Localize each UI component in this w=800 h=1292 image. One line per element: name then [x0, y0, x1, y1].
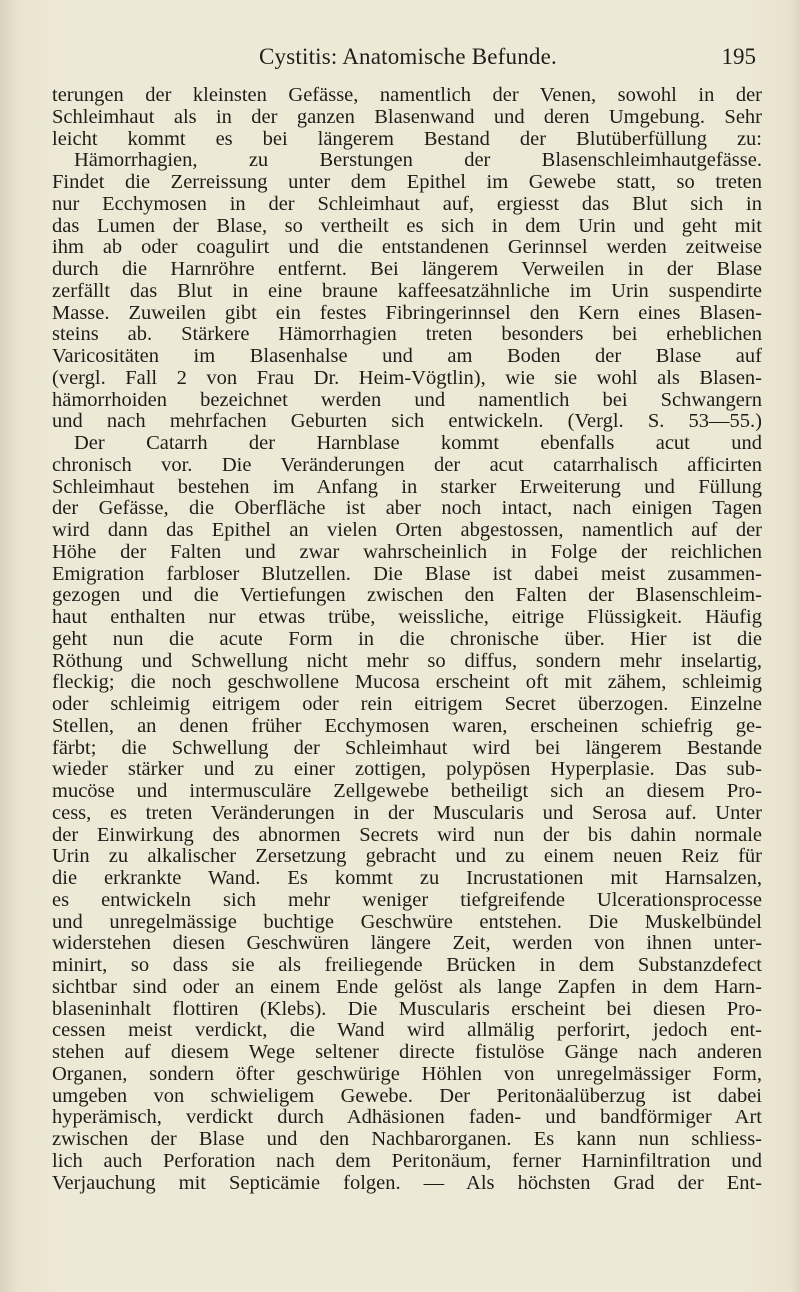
text-line: sichtbar sind oder an einem Ende gelöst als lange Zapfen in dem Harn- — [52, 976, 762, 998]
text-line: cess, es treten Veränderungen in der Muscularis und Serosa auf. Unter — [52, 802, 762, 824]
text-line: stehen auf diesem Wege seltener directe fistulöse Gänge nach anderen — [52, 1042, 762, 1063]
body-text — [52, 85, 762, 1194]
text-line: minirt, so dass sie als freiliegende Brücken in dem Substanzdefect — [52, 955, 762, 976]
text-line: Der Catarrh der Harnblase kommt ebenfalls acut und — [74, 433, 762, 454]
text-line: Urin zu alkalischer Zersetzung gebracht und zu einem neuen Reiz für — [52, 846, 762, 868]
text-line: der Einwirkung des abnormen Secrets wird nun der bis dahin normale — [52, 824, 762, 846]
text-line: blaseninhalt flottiren (Klebs). Die Muscularis erscheint bei diesen Pro- — [52, 998, 762, 1020]
text-line: hämorrhoiden bezeichnet werden und namentlich bei Schwangern — [52, 389, 762, 411]
page-number: 195 — [721, 44, 756, 69]
text-line: Hämorrhagien, zu Berstungen der Blasenschleimhautgefässe. — [74, 150, 762, 172]
page-header — [60, 44, 756, 74]
text-line: Röthung und Schwellung nicht mehr so diffus, sondern mehr inselartig, — [52, 650, 762, 672]
text-line: widerstehen diesen Geschwüren längere Zeit, werden von ihnen unter- — [52, 933, 762, 955]
text-line: es entwickeln sich mehr weniger tiefgreifende Ulcerationsprocesse — [52, 889, 762, 911]
text-line: wird dann das Epithel an vielen Orten abgestossen, namentlich auf der — [52, 520, 762, 541]
text-line: lich auch Perforation nach dem Peritonäum, ferner Harninfiltration und — [52, 1150, 762, 1172]
text-line: Varicositäten im Blasenhalse und am Boden der Blase auf — [52, 346, 762, 367]
text-line: chronisch vor. Die Veränderungen der acut catarrhalisch afficirten — [52, 454, 762, 476]
text-line: Verjauchung mit Septicämie folgen. — Als höchsten Grad der Ent- — [52, 1172, 762, 1194]
text-line: nur Ecchymosen in der Schleimhaut auf, ergiesst das Blut sich in — [52, 193, 762, 215]
text-line: Masse. Zuweilen gibt ein festes Fibringerinnsel den Kern eines Blasen- — [52, 302, 762, 324]
text-line: ihm ab oder coagulirt und die entstandenen Gerinnsel werden zeitweise — [52, 237, 762, 259]
text-line: wieder stärker und zu einer zottigen, polypösen Hyperplasie. Das sub- — [52, 759, 762, 781]
text-line: die erkrankte Wand. Es kommt zu Incrustationen mit Harnsalzen, — [52, 868, 762, 889]
text-line: terungen der kleinsten Gefässe, namentlich der Venen, sowohl in der — [52, 85, 762, 106]
text-line: haut enthalten nur etwas trübe, weissliche, eitrige Flüssigkeit. Häufig — [52, 607, 762, 628]
text-line: (vergl. Fall 2 von Frau Dr. Heim-Vögtlin), wie sie wohl als Blasen- — [52, 367, 762, 389]
text-line: steins ab. Stärkere Hämorrhagien treten besonders bei erheblichen — [52, 324, 762, 346]
text-line: Stellen, an denen früher Ecchymosen waren, erscheinen schiefrig ge- — [52, 715, 762, 737]
text-line: oder schleimig eitrigem oder rein eitrigem Secret überzogen. Einzelne — [52, 694, 762, 715]
text-line: Schleimhaut bestehen im Anfang in starker Erweiterung und Füllung — [52, 476, 762, 498]
text-line: zerfällt das Blut in eine braune kaffeesatzähnliche im Urin suspendirte — [52, 280, 762, 302]
text-line: zwischen der Blase und den Nachbarorganen. Es kann nun schliess- — [52, 1129, 762, 1150]
text-line: umgeben von schwieligem Gewebe. Der Peritonäalüberzug ist dabei — [52, 1085, 762, 1107]
text-line: durch die Harnröhre entfernt. Bei längerem Verweilen in der Blase — [52, 259, 762, 280]
text-line: mucöse und intermusculäre Zellgewebe betheiligt sich an diesem Pro- — [52, 781, 762, 802]
text-line: das Lumen der Blase, so vertheilt es sich in dem Urin und geht mit — [52, 215, 762, 237]
text-line: Organen, sondern öfter geschwürige Höhlen von unregelmässiger Form, — [52, 1063, 762, 1085]
running-head: Cystitis: Anatomische Befunde. — [259, 44, 557, 69]
text-line: Emigration farbloser Blutzellen. Die Blase ist dabei meist zusammen- — [52, 563, 762, 585]
text-line: geht nun die acute Form in die chronische über. Hier ist die — [52, 628, 762, 650]
text-line: der Gefässe, die Oberfläche ist aber noch intact, nach einigen Tagen — [52, 498, 762, 520]
text-line: gezogen und die Vertiefungen zwischen den Falten der Blasenschleim- — [52, 585, 762, 607]
text-line: färbt; die Schwellung der Schleimhaut wird bei längerem Bestande — [52, 737, 762, 759]
text-line: Höhe der Falten und zwar wahrscheinlich in Folge der reichlichen — [52, 541, 762, 563]
text-line: leicht kommt es bei längerem Bestand der Blutüberfüllung zu: — [52, 128, 762, 150]
text-line: fleckig; die noch geschwollene Mucosa erscheint oft mit zähem, schleimig — [52, 672, 762, 694]
text-line: hyperämisch, verdickt durch Adhäsionen faden- und bandförmiger Art — [52, 1107, 762, 1129]
text-line: und unregelmässige buchtige Geschwüre entstehen. Die Muskelbündel — [52, 911, 762, 933]
text-line: Schleimhaut als in der ganzen Blasenwand und deren Umgebung. Sehr — [52, 106, 762, 128]
text-line: und nach mehrfachen Geburten sich entwickeln. (Vergl. S. 53—55.) — [52, 411, 762, 433]
text-line: Findet die Zerreissung unter dem Epithel im Gewebe statt, so treten — [52, 172, 762, 193]
text-line: cessen meist verdickt, die Wand wird allmälig perforirt, jedoch ent- — [52, 1020, 762, 1042]
